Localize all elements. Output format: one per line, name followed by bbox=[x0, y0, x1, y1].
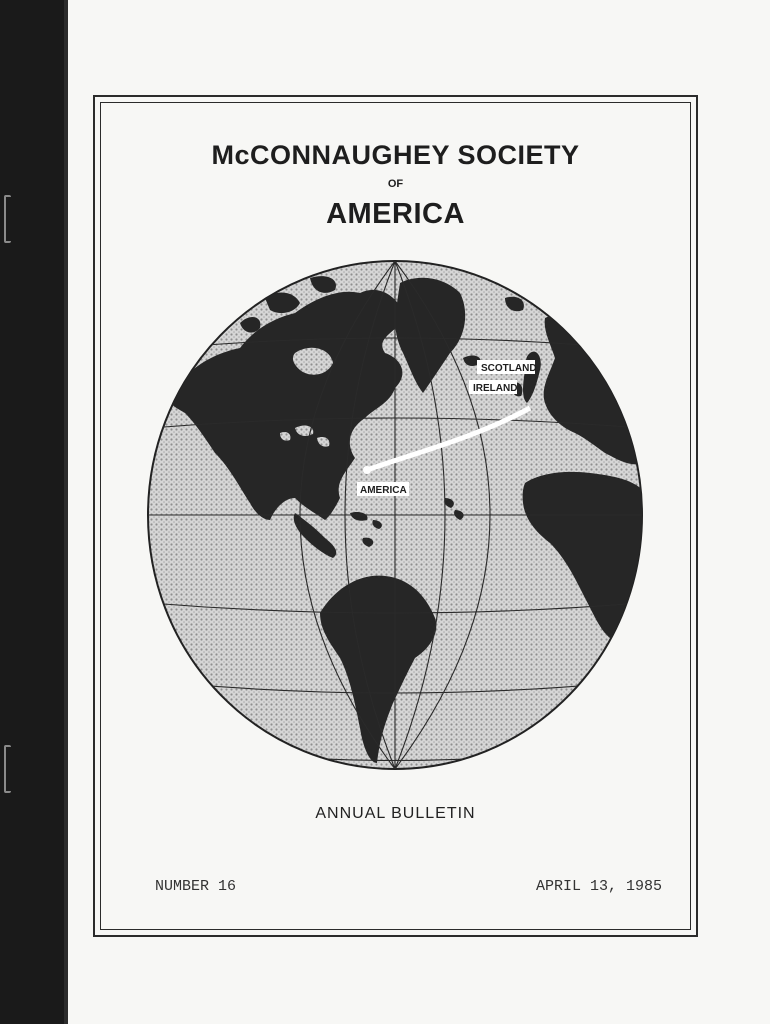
globe-map bbox=[145, 258, 645, 773]
title-line-2: OF bbox=[387, 178, 404, 190]
annual-bulletin-label: ANNUAL BULLETIN bbox=[315, 805, 476, 822]
issue-date: APRIL 13, 1985 bbox=[535, 878, 662, 895]
title-line-1: McCONNAUGHEY SOCIETY bbox=[211, 140, 580, 170]
label-america: AMERICA bbox=[360, 485, 407, 496]
staple-bottom bbox=[4, 745, 11, 793]
title-line-3: AMERICA bbox=[326, 198, 465, 230]
binding-strip bbox=[0, 0, 68, 1024]
issue-number: NUMBER 16 bbox=[155, 878, 237, 895]
staple-top bbox=[4, 195, 11, 243]
label-scotland: SCOTLAND bbox=[481, 363, 537, 374]
label-ireland: IRELAND bbox=[473, 383, 518, 394]
